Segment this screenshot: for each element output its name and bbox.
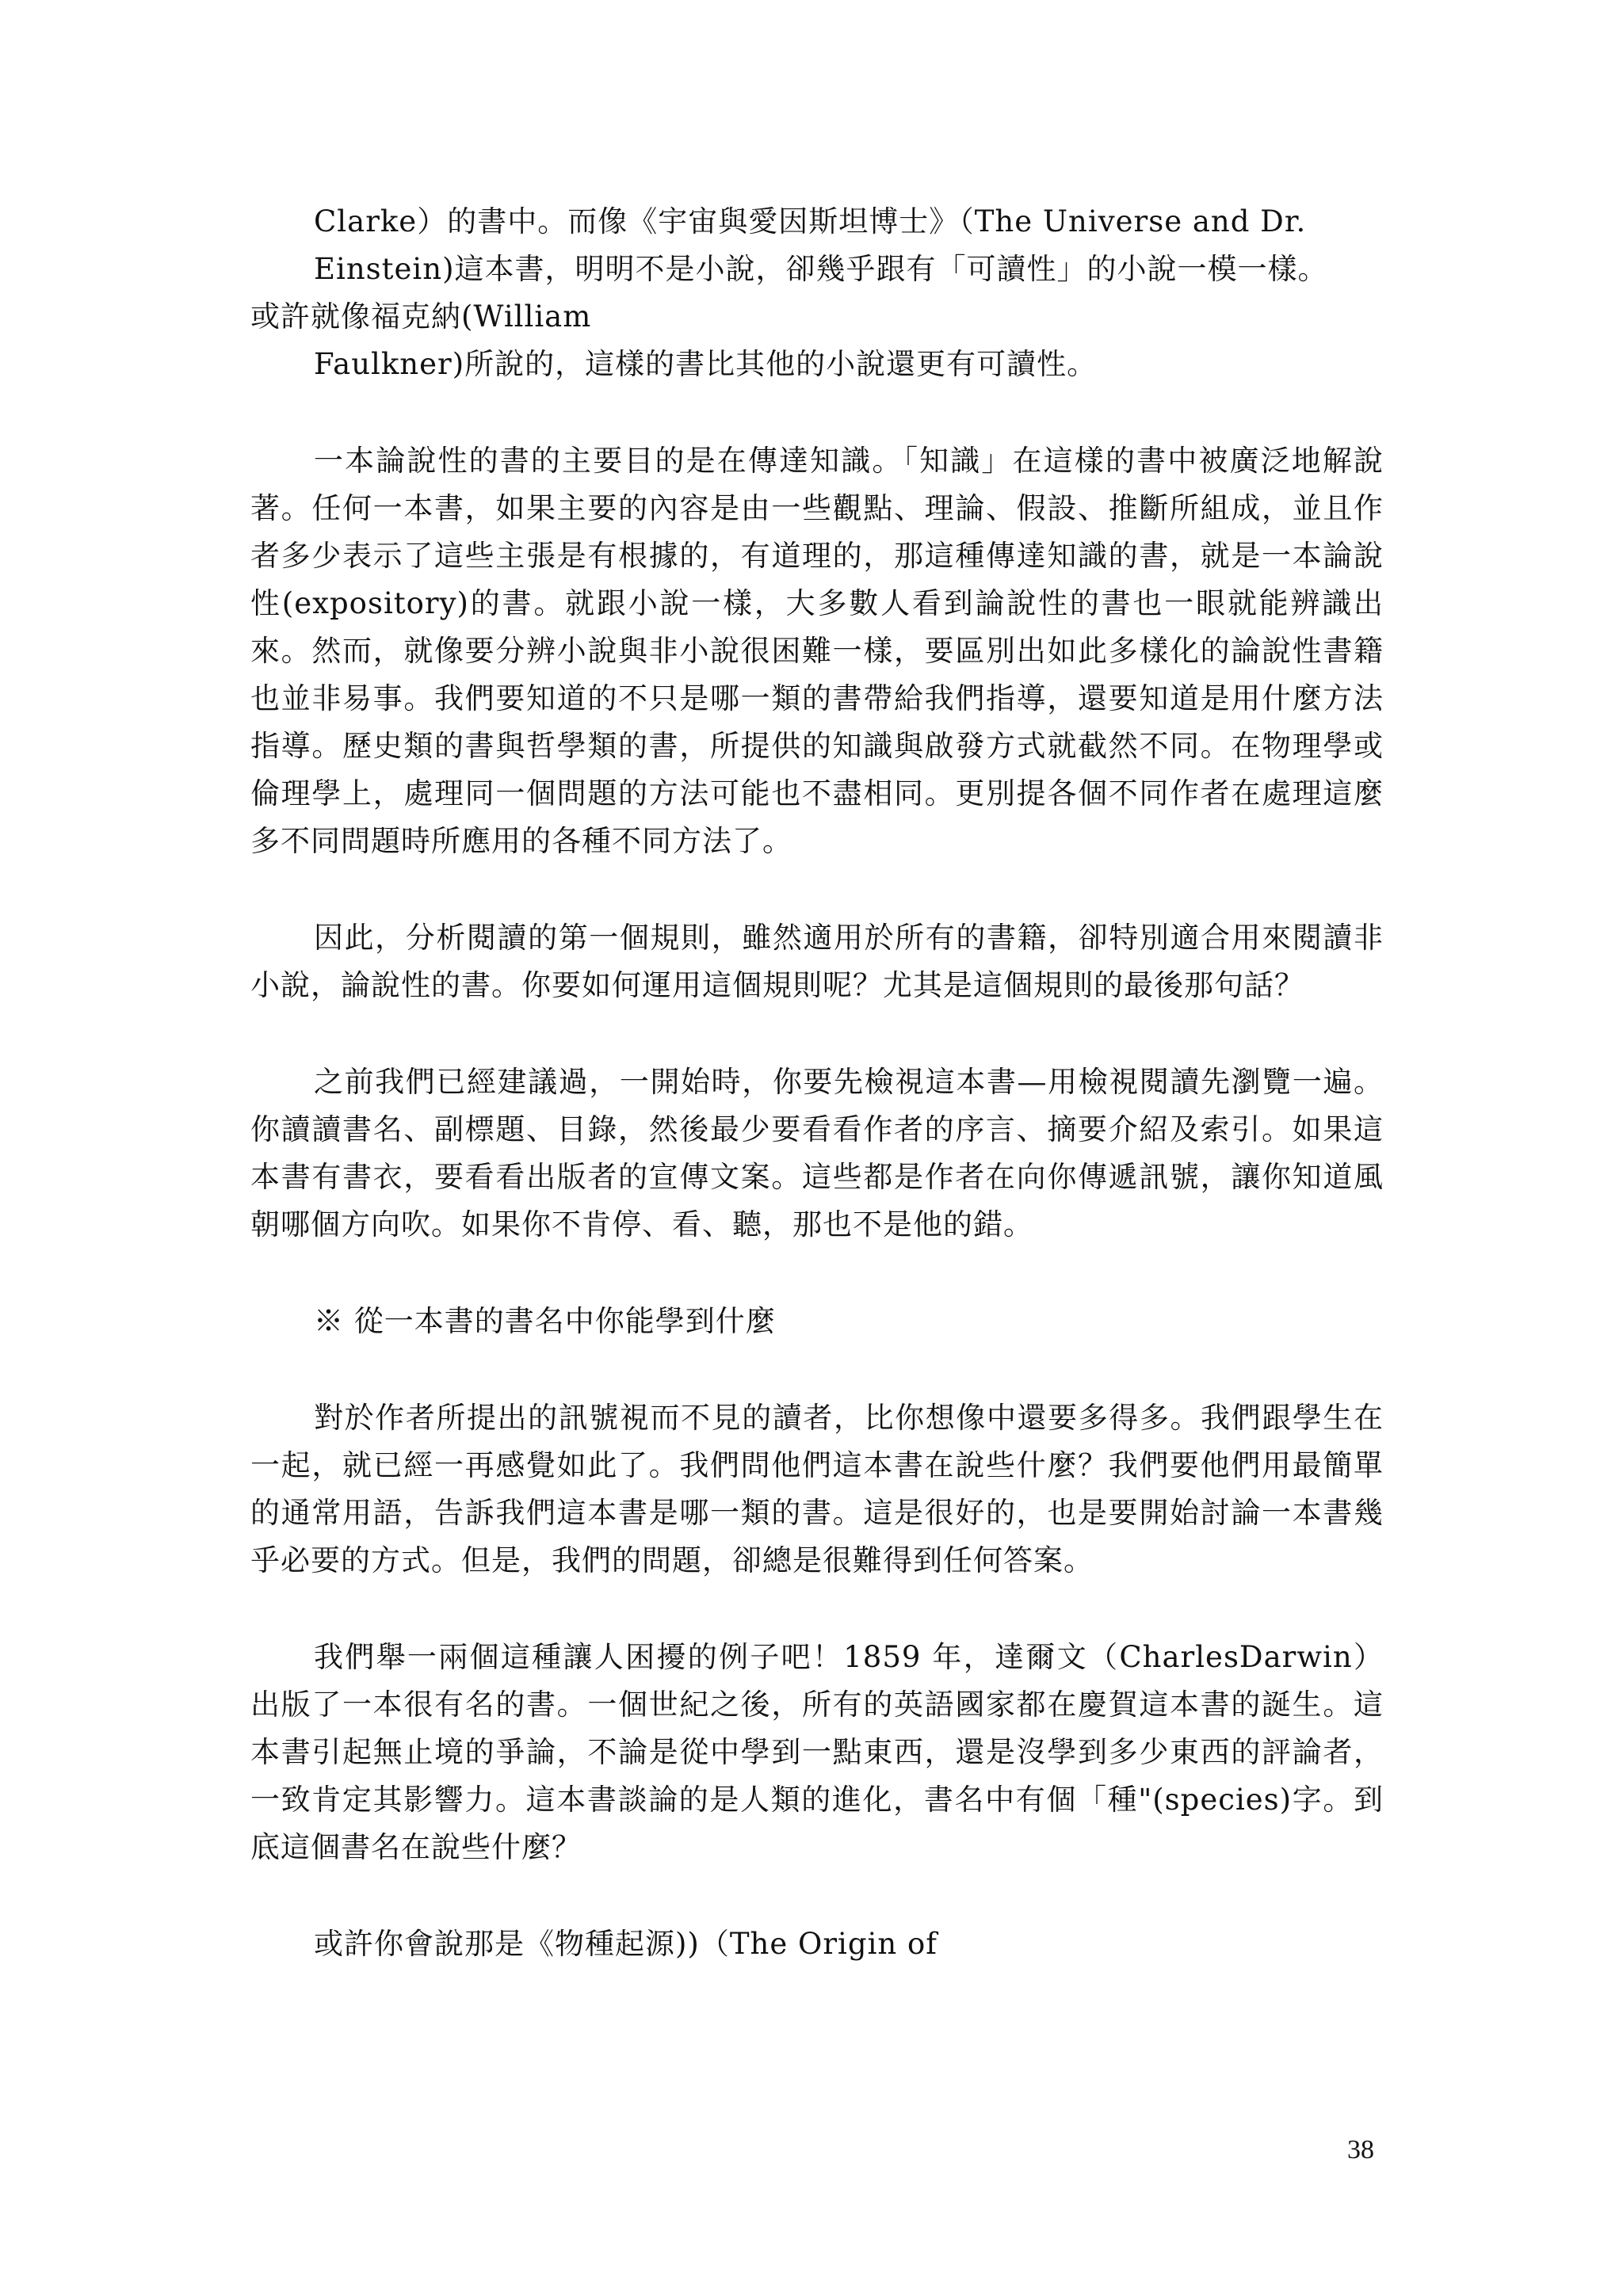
- text-line: Einstein)這本書，明明不是小說，卻幾乎跟有「可讀性」的小說一模一樣。: [314, 252, 1328, 286]
- page-number: 38: [1347, 2135, 1374, 2164]
- paragraph-first-rule: 因此，分析閱讀的第一個規則，雖然適用於所有的書籍，卻特別適合用來閱讀非小說，論說性的書。你要如何運用這個規則呢？尤其是這個規則的最後那句話？: [250, 921, 1384, 1002]
- paragraph-darwin: 我們舉一兩個這種讓人困擾的例子吧！1859 年，達爾文（CharlesDarwin）出版了一本很有名的書。一個世紀之後，所有的英語國家都在慶賀這本書的誕生。這本書引起無止境的爭論，不論是從中學到一點東西，還是沒學到多少東西的評論者，一致肯定其影響力。這本書談論的是人類的進化，書名中有個「種"(species)字。到底這個書名在說些什麼？: [250, 1640, 1384, 1864]
- body-text: [250, 198, 1384, 2017]
- text-line: Faulkner)所說的，這樣的書比其他的小說還更有可讀性。: [314, 347, 1098, 381]
- paragraph-spacer: [250, 388, 1384, 437]
- paragraph-signals: 對於作者所提出的訊號視而不見的讀者，比你想像中還要多得多。我們跟學生在一起，就已經一再感覺如此了。我們問他們這本書在說些什麼？我們要他們用最簡單的通常用語，告訴我們這本書是哪一類的書。這是很好的，也是要開始討論一本書幾乎必要的方式。但是，我們的問題，卻總是很難得到任何答案。: [250, 1401, 1384, 1577]
- section-heading: ※ 從一本書的書名中你能學到什麼: [314, 1304, 776, 1338]
- paragraph-inspection: 之前我們已經建議過，一開始時，你要先檢視這本書—用檢視閱讀先瀏覽一遍。你讀讀書名、副標題、目錄，然後最少要看看作者的序言、摘要介紹及索引。如果這本書有書衣，要看看出版者的宣傳文案。這些都是作者在向你傳遞訊號，讓你知道風朝哪個方向吹。如果你不肯停、看、聽，那也不是他的錯。: [250, 1065, 1384, 1241]
- text-line: 或許就像福克納(William: [250, 299, 592, 334]
- paragraph-origin: 或許你會說那是《物種起源))（The Origin of: [314, 1927, 938, 1961]
- paragraph-expository: 一本論說性的書的主要目的是在傳達知識。「知識」在這樣的書中被廣泛地解說著。任何一本書，如果主要的內容是由一些觀點、理論、假設、推斷所組成，並且作者多少表示了這些主張是有根據的，有道理的，那這種傳達知識的書，就是一本論說性(expository)的書。就跟小說一樣，大多數人看到論說性的書也一眼就能辨識出來。然而，就像要分辨小說與非小說很困難一樣，要區別出如此多樣化的論說性書籍也並非易事。我們要知道的不只是哪一類的書帶給我們指導，還要知道是用什麼方法指導。歷史類的書與哲學類的書，所提供的知識與啟發方式就截然不同。在物理學或倫理學上，處理同一個問題的方法可能也不盡相同。更別提各個不同作者在處理這麼多不同問題時所應用的各種不同方法了。: [250, 444, 1384, 858]
- text-line: Clarke）的書中。而像《宇宙與愛因斯坦博士》（The Universe and Dr.: [314, 204, 1307, 238]
- opening-paragraph: [250, 198, 1384, 388]
